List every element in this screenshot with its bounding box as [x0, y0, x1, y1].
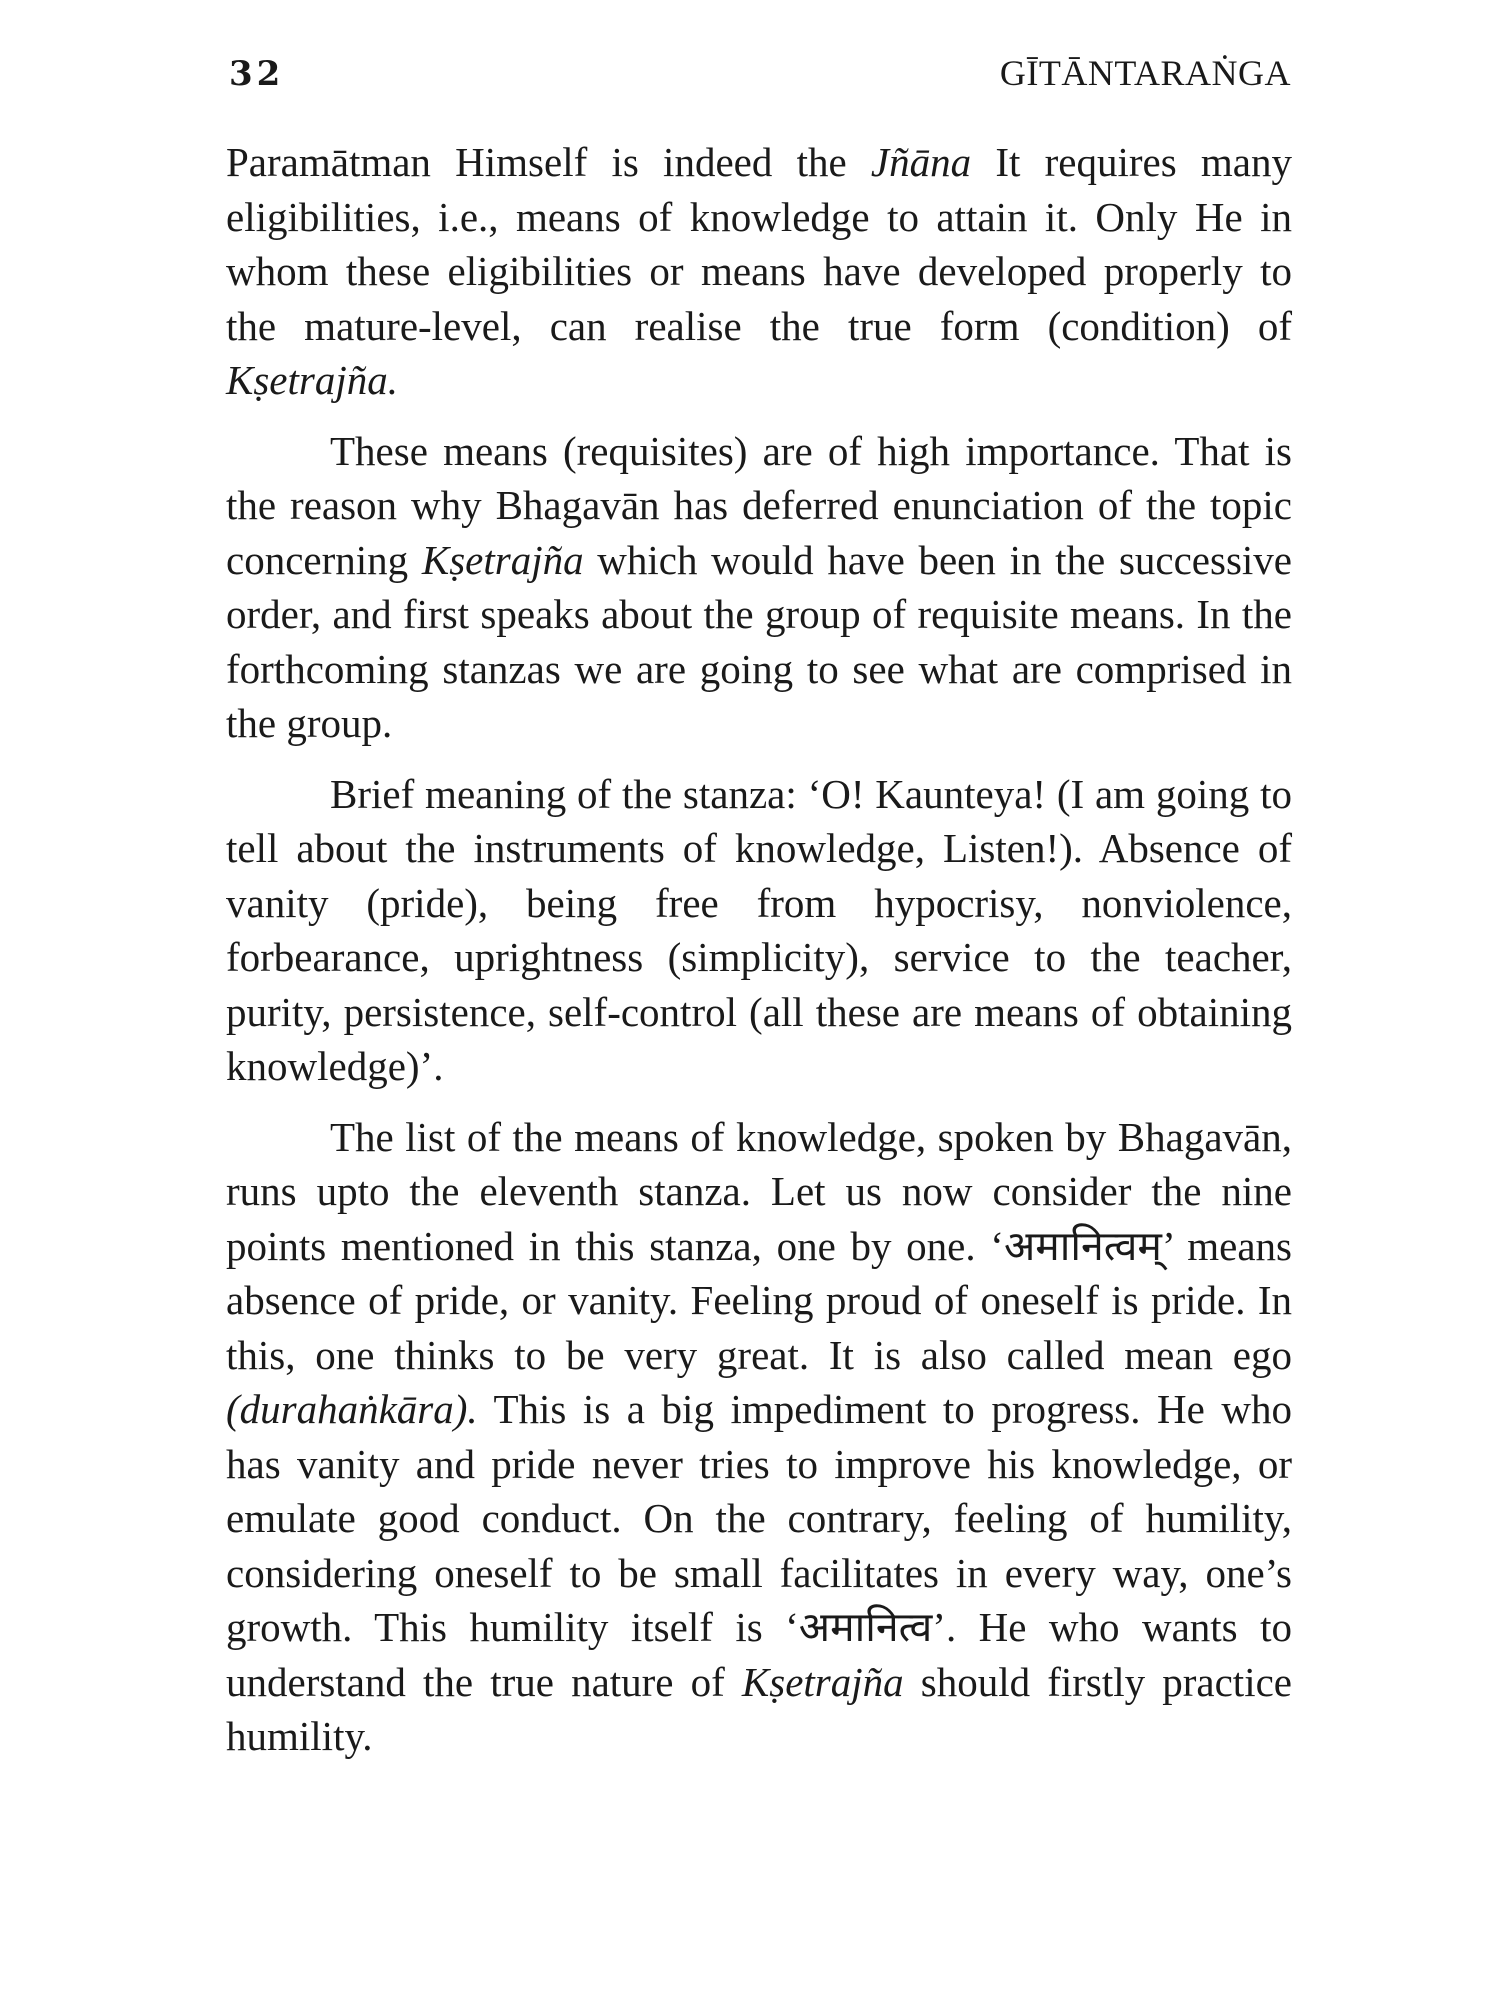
paragraph-4: [226, 1110, 1292, 1764]
text-run: This is a big impediment to progress. He who has vanity and pride never tries to improve his knowledge, or emulate good conduct. On the contrary, feeling of humility, considering oneself to be small facilitates in every way, one’s growth. This humility itself is ‘अमानित्व’. He who wants to understand the true nature of: [226, 1386, 1292, 1705]
italic-term: (durahaṅkāra).: [226, 1386, 478, 1432]
text-run: It requires many eligibilities, i.e., means of knowledge to attain it. Only He in whom these eligibilities or means have developed properly to the mature-level, can realise the true form (condition) of: [226, 139, 1292, 349]
italic-term: Kṣetrajña.: [226, 357, 398, 403]
page-header: [229, 52, 1291, 94]
text-run: Brief meaning of the stanza: ‘O! Kaunteya! (I am going to tell about the instruments of knowledge, Listen!). Absence of vanity (pride), being free from hypocrisy, nonviolence, forbearance, uprightness (simplicity), service to the teacher, purity, persistence, self-control (all these are means of obtaining knowledge)’.: [226, 770, 1292, 1089]
italic-term: Kṣetrajña: [421, 536, 584, 583]
text-run: The list of the means of knowledge, spoken by Bhagavān, runs upto the eleventh stanza. Let us now consider the nine points mentioned in this stanza, one by one. ‘अमानित्वम्’ means absence of pride, or vanity. Feeling proud of oneself is pride. In this, one thinks to be very great. It is also called mean ego: [226, 1113, 1292, 1378]
italic-term: Jñāna: [870, 139, 972, 185]
text-run: These means (requisites) are of high importance. That is the reason why Bhagavān has deferred enunciation of the topic concerning: [226, 427, 1292, 583]
running-title: GĪTĀNTARAṄGA: [999, 53, 1291, 93]
text-run: Paramātman Himself is indeed the: [226, 139, 871, 185]
body-text: [226, 135, 1292, 1780]
page-number: 32: [229, 54, 285, 94]
paragraph-1: [226, 135, 1292, 408]
text-run: which would have been in the successive order, and first speaks about the group of requisite means. In the forthcoming stanzas we are going to see what are comprised in the group.: [226, 536, 1292, 746]
italic-term: Kṣetrajña: [741, 1658, 904, 1705]
paragraph-3: [226, 767, 1292, 1094]
text-run: should firstly practice humility.: [226, 1658, 1292, 1759]
paragraph-2: [226, 424, 1292, 751]
